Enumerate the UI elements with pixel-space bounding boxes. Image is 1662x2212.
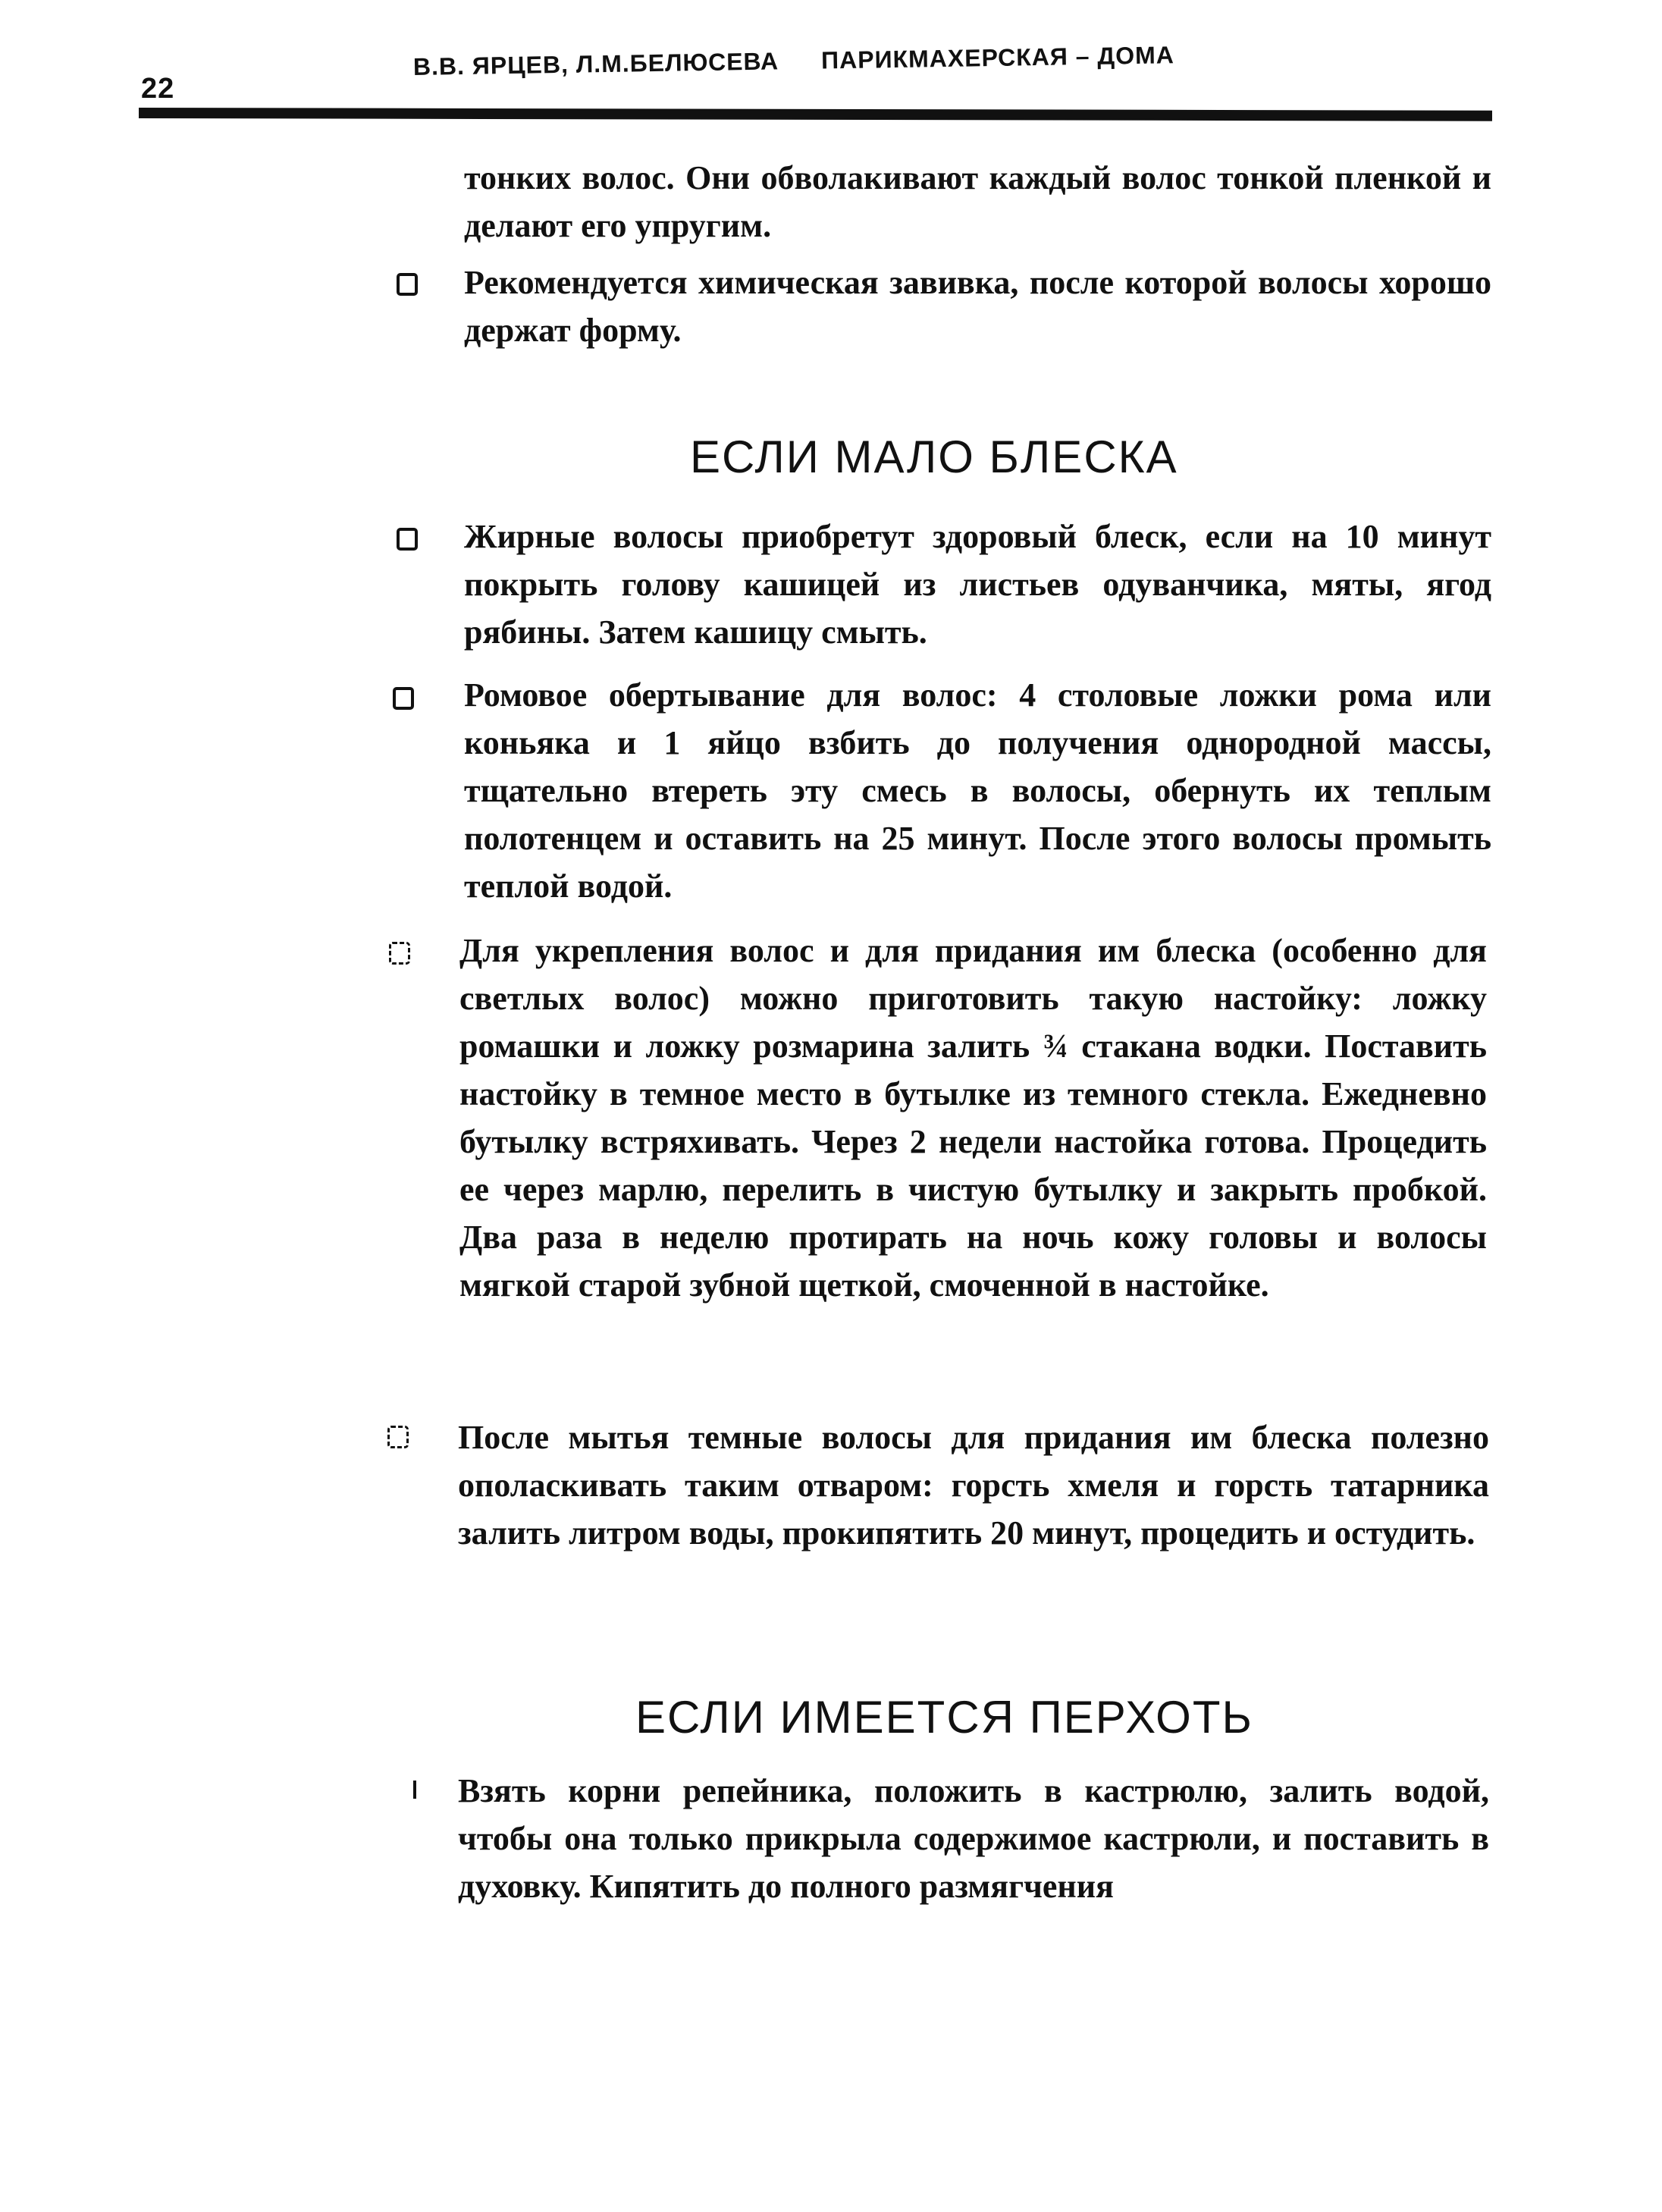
checkbox-bullet-icon xyxy=(397,273,418,296)
running-head-title: ПАРИКМАХЕРСКАЯ – ДОМА xyxy=(820,41,1175,74)
list-item: Рекомендуется химическая завивка, после которой волосы хорошо держат форму. xyxy=(464,264,1491,349)
list-item: Ромовое обертывание для волос: 4 столовые ложки рома или коньяка и 1 яйцо взбить до получения однородной массы, тщательно втереть эту смесь в волосы, обернуть их теплым полотенцем и оставить на 25 минут. После этого волосы промыть теплой водой. xyxy=(464,676,1491,905)
checkbox-bullet-icon xyxy=(393,687,414,710)
page-number: 22 xyxy=(141,73,175,105)
continuation-paragraph: тонких волос. Они обволакивают каждый волос тонкой пленкой и делают его упругим. xyxy=(464,159,1491,244)
checkbox-bullet-icon xyxy=(387,1426,409,1448)
list-item: Для укрепления волос и для придания им блеска (особенно для светлых волос) можно приготовить такую настойку: ложку ромашки и ложку розмарина залить ¾ стакана водки. Поставить настойку в темное место в бутылке из темного стекла. Ежедневно бутылку встряхивать. Через 2 недели настойка готова. Процедить ее через марлю, перелить в чистую бутылку и закрыть пробкой. Два раза в неделю протирать на ночь кожу головы и волосы мягкой старой зубной щеткой, смоченной в настойке. xyxy=(459,932,1487,1304)
list-item: Взять корни репейника, положить в кастрюлю, залить водой, чтобы она только прикрыла содержимое кастрюли, и поставить в духовку. Кипятить до полного размягчения xyxy=(458,1772,1489,1905)
section-heading: ЕСЛИ МАЛО БЛЕСКА xyxy=(690,431,1178,482)
checkbox-bullet-icon xyxy=(413,1781,418,1799)
checkbox-bullet-icon xyxy=(397,528,418,551)
list-item: Жирные волосы приобретут здоровый блеск, если на 10 минут покрыть голову кашицей из листьев одуванчика, мяты, ягод рябины. Затем кашицу смыть. xyxy=(464,518,1491,651)
checkbox-bullet-icon xyxy=(389,942,410,965)
section-heading: ЕСЛИ ИМЕЕТСЯ ПЕРХОТЬ xyxy=(635,1692,1253,1743)
list-item: После мытья темные волосы для придания им блеска полезно ополаскивать таким отваром: горсть хмеля и горсть татарника залить литром воды, прокипятить 20 минут, процедить и остудить. xyxy=(458,1419,1489,1552)
running-head-authors: В.В. ЯРЦЕВ, Л.М.БЕЛЮСЕВА xyxy=(412,47,779,80)
